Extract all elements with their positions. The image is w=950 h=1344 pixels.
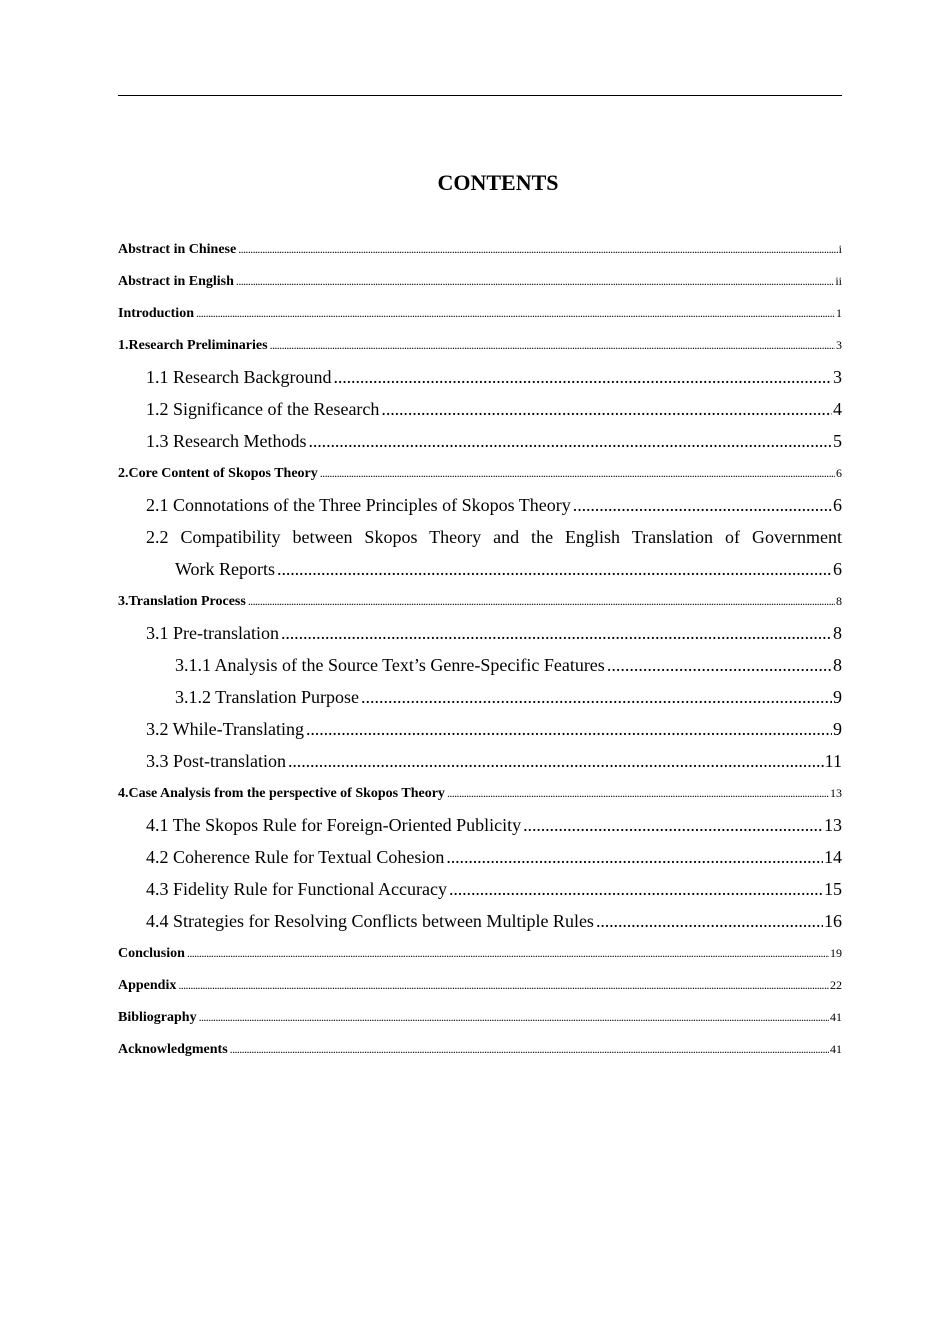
toc-page-number: 3 bbox=[833, 367, 842, 387]
dot-leader bbox=[596, 905, 823, 937]
toc-page-number: 14 bbox=[824, 847, 842, 867]
toc-entry-introduction[interactable] bbox=[118, 297, 842, 329]
toc-label: Abstract in English bbox=[118, 274, 234, 289]
dot-leader bbox=[573, 489, 832, 521]
toc-page-number: 8 bbox=[833, 655, 842, 675]
toc-page-number: 41 bbox=[830, 1042, 842, 1056]
dot-leader bbox=[381, 393, 832, 425]
toc-label: 1.3 Research Methods bbox=[146, 431, 307, 451]
dot-leader bbox=[277, 553, 832, 585]
toc-label: 3.1.1 Analysis of the Source Text’s Genre-Specific Features bbox=[175, 655, 605, 675]
dot-leader bbox=[187, 937, 829, 969]
dot-leader bbox=[333, 361, 832, 393]
dot-leader bbox=[446, 841, 823, 873]
toc-label: Abstract in Chinese bbox=[118, 242, 237, 257]
toc-label: Bibliography bbox=[118, 1010, 197, 1025]
toc-entry-section-3-1[interactable] bbox=[118, 617, 842, 649]
toc-label: 2.1 Connotations of the Three Principles of Skopos Theory bbox=[146, 495, 571, 515]
toc-label: 4.3 Fidelity Rule for Functional Accuracy bbox=[146, 879, 447, 899]
dot-leader bbox=[361, 681, 832, 713]
toc-label: Introduction bbox=[118, 306, 194, 321]
toc-entry-section-3-2[interactable] bbox=[118, 713, 842, 745]
toc-page-number: 41 bbox=[830, 1010, 842, 1024]
table-of-contents bbox=[118, 233, 842, 1065]
toc-entry-section-4-1[interactable] bbox=[118, 809, 842, 841]
toc-entry-section-2-2-line1[interactable]: 2.2 Compatibility between Skopos Theory and the English Translation of Government bbox=[146, 527, 842, 547]
dot-leader bbox=[230, 1033, 829, 1065]
toc-label: 3.2 While-Translating bbox=[146, 719, 304, 739]
toc-label: 3.1 Pre-translation bbox=[146, 623, 279, 643]
toc-entry-section-4-4[interactable] bbox=[118, 905, 842, 937]
header-rule bbox=[118, 95, 842, 96]
toc-entry-chapter-4[interactable] bbox=[118, 777, 842, 809]
toc-label: Conclusion bbox=[118, 946, 185, 961]
dot-leader bbox=[238, 233, 837, 265]
toc-label: 3.3 Post-translation bbox=[146, 751, 286, 771]
dot-leader bbox=[248, 585, 835, 617]
dot-leader bbox=[320, 457, 835, 489]
toc-page-number: i bbox=[838, 242, 842, 256]
toc-page-number: 15 bbox=[824, 879, 842, 899]
toc-entry-chapter-3[interactable] bbox=[118, 585, 842, 617]
toc-label: Work Reports bbox=[175, 559, 276, 579]
toc-entry-chapter-2[interactable] bbox=[118, 457, 842, 489]
toc-page-number: 3 bbox=[836, 338, 842, 352]
toc-page-number: ii bbox=[835, 274, 842, 288]
dot-leader bbox=[281, 617, 832, 649]
dot-leader bbox=[270, 329, 835, 361]
dot-leader bbox=[523, 809, 823, 841]
toc-label: 4.Case Analysis from the perspective of Skopos Theory bbox=[118, 786, 445, 801]
toc-entry-section-3-1-1[interactable] bbox=[118, 649, 842, 681]
toc-label: 3.Translation Process bbox=[118, 594, 246, 609]
toc-entry-section-1-2[interactable] bbox=[118, 393, 842, 425]
toc-page-number: 11 bbox=[824, 751, 842, 771]
dot-leader bbox=[178, 969, 829, 1001]
toc-entry-bibliography[interactable] bbox=[118, 1001, 842, 1033]
toc-label: Appendix bbox=[118, 978, 177, 993]
toc-page-number: 16 bbox=[824, 911, 842, 931]
toc-page-number: 4 bbox=[833, 399, 842, 419]
toc-label: 4.4 Strategies for Resolving Conflicts between Multiple Rules bbox=[146, 911, 594, 931]
dot-leader bbox=[196, 297, 835, 329]
toc-entry-conclusion[interactable] bbox=[118, 937, 842, 969]
toc-label: 1.1 Research Background bbox=[146, 367, 332, 387]
toc-entry-appendix[interactable] bbox=[118, 969, 842, 1001]
toc-page-number: 6 bbox=[833, 495, 842, 515]
toc-page-number: 5 bbox=[833, 431, 842, 451]
toc-page-number: 8 bbox=[833, 623, 842, 643]
dot-leader bbox=[447, 777, 829, 809]
toc-page-number: 6 bbox=[836, 466, 842, 480]
toc-page-number: 1 bbox=[836, 306, 842, 320]
dot-leader bbox=[308, 425, 832, 457]
toc-entry-section-2-2[interactable] bbox=[118, 553, 842, 585]
toc-entry-section-3-3[interactable] bbox=[118, 745, 842, 777]
toc-page-number: 9 bbox=[833, 719, 842, 739]
dot-leader bbox=[449, 873, 823, 905]
dot-leader bbox=[306, 713, 832, 745]
dot-leader bbox=[199, 1001, 829, 1033]
toc-label: 1.Research Preliminaries bbox=[118, 338, 268, 353]
toc-label: 3.1.2 Translation Purpose bbox=[175, 687, 360, 707]
toc-entry-section-1-3[interactable] bbox=[118, 425, 842, 457]
toc-entry-section-4-2[interactable] bbox=[118, 841, 842, 873]
dot-leader bbox=[607, 649, 832, 681]
toc-entry-section-1-1[interactable] bbox=[118, 361, 842, 393]
toc-label: 4.1 The Skopos Rule for Foreign-Oriented Publicity bbox=[146, 815, 522, 835]
toc-page-number: 22 bbox=[830, 978, 842, 992]
toc-entry-section-4-3[interactable] bbox=[118, 873, 842, 905]
toc-label: 4.2 Coherence Rule for Textual Cohesion bbox=[146, 847, 445, 867]
toc-page-number: 9 bbox=[833, 687, 842, 707]
page-title: CONTENTS bbox=[437, 170, 559, 195]
toc-entry-acknowledgments[interactable] bbox=[118, 1033, 842, 1065]
toc-label: Acknowledgments bbox=[118, 1042, 228, 1057]
toc-entry-section-2-1[interactable] bbox=[118, 489, 842, 521]
dot-leader bbox=[288, 745, 824, 777]
toc-page-number: 6 bbox=[833, 559, 842, 579]
toc-label: 2.Core Content of Skopos Theory bbox=[118, 466, 318, 481]
dot-leader bbox=[236, 265, 834, 297]
toc-entry-abstract-english[interactable] bbox=[118, 265, 842, 297]
toc-entry-abstract-chinese[interactable] bbox=[118, 233, 842, 265]
toc-page-number: 19 bbox=[830, 946, 842, 960]
toc-page-number: 13 bbox=[824, 815, 842, 835]
toc-page-number: 13 bbox=[830, 786, 842, 800]
toc-label: 1.2 Significance of the Research bbox=[146, 399, 380, 419]
toc-page-number: 8 bbox=[836, 594, 842, 608]
toc-entry-chapter-1[interactable] bbox=[118, 329, 842, 361]
toc-entry-section-3-1-2[interactable] bbox=[118, 681, 842, 713]
